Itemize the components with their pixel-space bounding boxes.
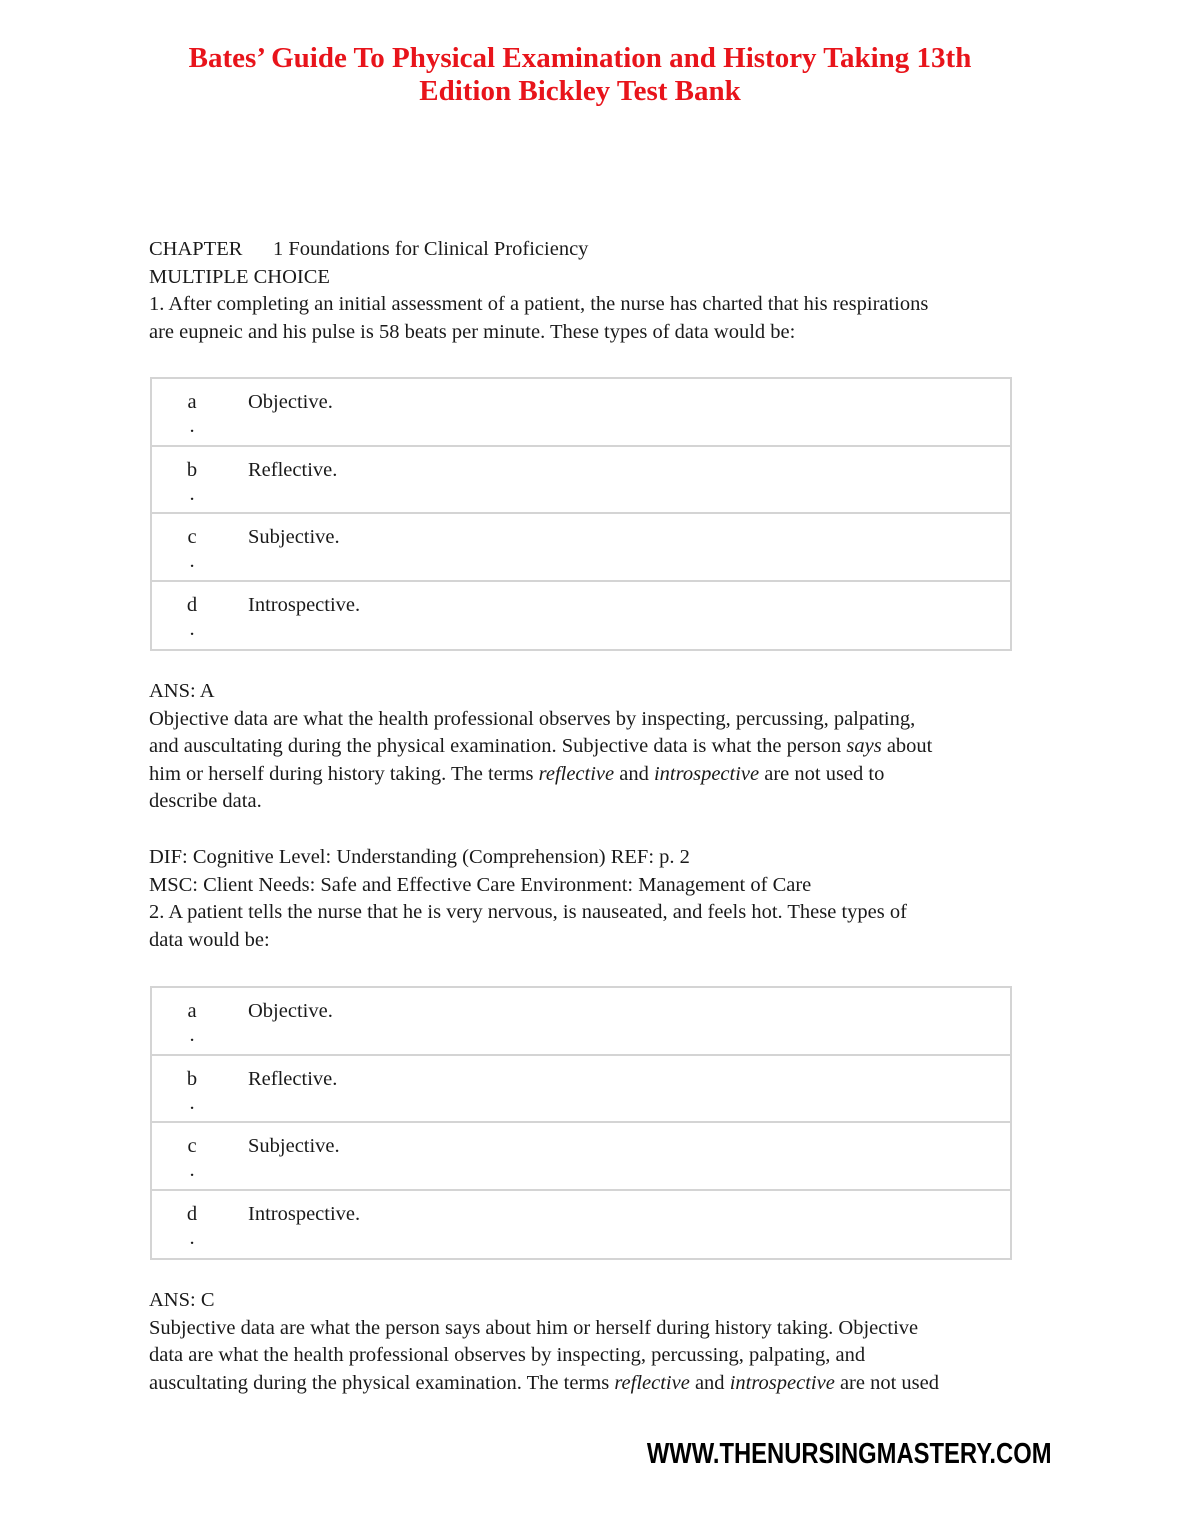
question-2-stem-line-1: 2. A patient tells the nurse that he is very nervous, is nauseated, and feels hot. These types of — [149, 901, 907, 923]
choice-text: Introspective. — [248, 593, 361, 616]
choice-dot: . — [189, 1226, 195, 1249]
choice-text: Reflective. — [248, 1067, 338, 1090]
question-2-answer-block — [149, 1287, 1039, 1397]
choice-text: Subjective. — [248, 526, 340, 548]
question-1-choice-c — [152, 514, 1010, 582]
choice-dot: . — [189, 550, 195, 572]
question-1-answer-block — [149, 678, 1039, 816]
rationale-line — [149, 733, 1039, 761]
chapter-line — [149, 236, 1039, 264]
choice-dot: . — [189, 617, 195, 640]
question-1-meta-block — [149, 844, 1039, 954]
question-1-stem-line-2: are eupneic and his pulse is 58 beats per minute. These types of data would be: — [149, 320, 796, 343]
question-1-answer: ANS: A — [149, 680, 215, 702]
question-2-choice-b — [152, 1056, 1010, 1124]
question-2-choice-c — [152, 1123, 1010, 1191]
question-2-choice-d — [152, 1191, 1010, 1259]
document-title — [0, 42, 1160, 108]
choice-letter: a — [187, 391, 197, 413]
question-2-choices — [150, 986, 1012, 1260]
choice-dot: . — [189, 1159, 195, 1181]
choice-letter: d — [186, 1202, 198, 1225]
question-1-choice-d — [152, 582, 1010, 650]
rationale-text: and auscultating during the physical examination. Subjective data is what the person — [149, 735, 847, 757]
choice-letter: c — [187, 526, 197, 548]
choice-letter: c — [187, 1135, 197, 1157]
section-heading: MULTIPLE CHOICE — [149, 265, 330, 288]
choice-letter: d — [186, 593, 198, 616]
choice-text: Objective. — [248, 1000, 333, 1022]
choice-letter: b — [186, 458, 198, 481]
question-1-choice-b — [152, 447, 1010, 515]
choice-dot: . — [189, 415, 195, 437]
rationale-text: auscultating during the physical examination. The terms — [149, 1371, 615, 1394]
chapter-label: CHAPTER — [149, 238, 243, 260]
question-1-client-needs: MSC: Client Needs: Safe and Effective Care Environment: Management of Care — [149, 873, 812, 896]
question-2-stem-line-2: data would be: — [149, 928, 270, 951]
question-1-stem-line-1: 1. After completing an initial assessment of a patient, the nurse has charted that his respirations — [149, 293, 929, 315]
rationale-emphasis: reflective — [538, 762, 615, 785]
rationale-text: are not used to — [759, 762, 885, 785]
choice-text: Subjective. — [248, 1135, 340, 1157]
choice-dot: . — [189, 1024, 195, 1046]
rationale-emphasis: introspective — [653, 762, 760, 785]
chapter-header — [149, 236, 1039, 346]
document-title-line-1: Bates’ Guide To Physical Examination and History Taking 13th — [188, 42, 972, 74]
rationale-emphasis: introspective — [729, 1371, 835, 1394]
rationale-line — [149, 761, 1039, 789]
question-1-choice-a — [152, 379, 1010, 447]
question-2-choice-a — [152, 988, 1010, 1056]
rationale-text: are not used — [834, 1371, 939, 1394]
choice-text: Introspective. — [248, 1202, 361, 1225]
rationale-line: data are what the health professional observes by inspecting, percussing, palpating, and — [149, 1344, 866, 1366]
choice-letter: b — [186, 1067, 198, 1090]
rationale-line: describe data. — [149, 790, 262, 812]
chapter-title: 1 Foundations for Clinical Proficiency — [273, 238, 589, 260]
choice-letter: a — [187, 1000, 197, 1022]
footer-website: WWW.THENURSINGMASTERY.COM — [647, 1438, 1052, 1470]
rationale-text: and — [614, 762, 654, 785]
rationale-text: about — [881, 735, 933, 757]
rationale-text: him or herself during history taking. The terms — [149, 762, 539, 785]
choice-dot: . — [189, 1091, 195, 1114]
document-title-line-2: Edition Bickley Test Bank — [419, 75, 741, 107]
question-1-difficulty: DIF: Cognitive Level: Understanding (Comprehension) REF: p. 2 — [149, 846, 690, 868]
rationale-emphasis: says — [846, 735, 882, 757]
rationale-line: Objective data are what the health professional observes by inspecting, percussing, palpating, — [149, 707, 916, 730]
rationale-line — [149, 1370, 1039, 1398]
rationale-line: Subjective data are what the person says about him or herself during history taking. Objective — [149, 1316, 919, 1339]
rationale-emphasis: reflective — [614, 1371, 690, 1394]
rationale-text: and — [689, 1371, 730, 1394]
question-2-answer: ANS: C — [149, 1289, 215, 1311]
question-1-choices — [150, 377, 1012, 651]
choice-text: Objective. — [248, 391, 333, 413]
choice-dot: . — [189, 482, 195, 505]
choice-text: Reflective. — [248, 458, 338, 481]
